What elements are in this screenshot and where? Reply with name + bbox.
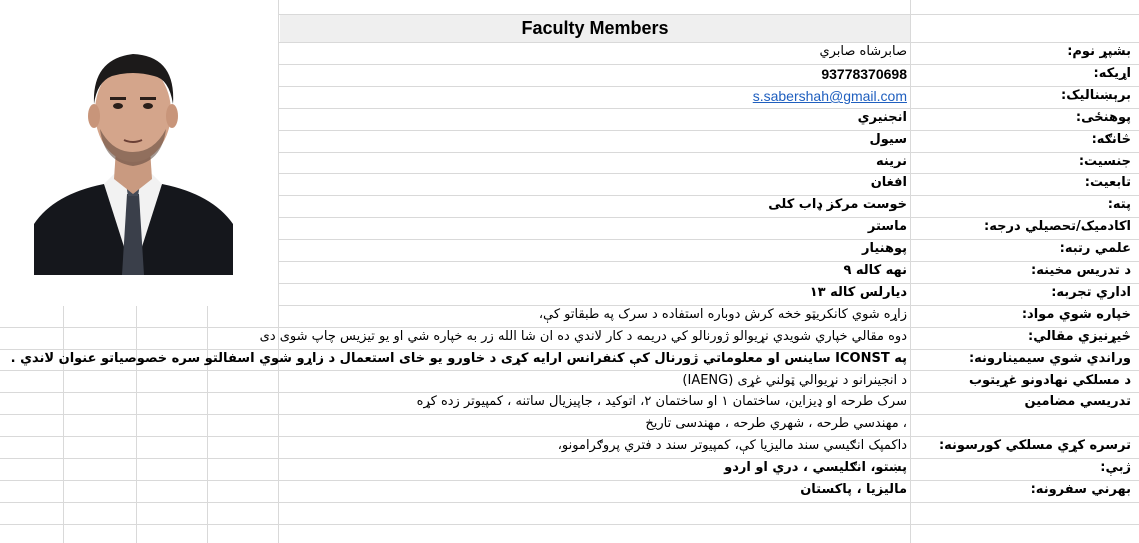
field-value: د انجینرانو د نړیوالي ټولني غړی (IAENG): [682, 373, 907, 388]
field-label: پوهنځی:: [1075, 110, 1131, 125]
field-value: مالیزیا ، پاکستان: [800, 482, 907, 497]
field-label: د تدریس مخینه:: [1031, 263, 1131, 278]
field-value: سیول: [869, 132, 907, 147]
field-label: پته:: [1107, 197, 1131, 212]
table-row: [0, 217, 1139, 238]
field-value: انجنیري: [857, 110, 907, 125]
field-value: داکمپک انګیسي سند مالیزیا کې، کمپیوتر سند د فتري پروګرامونو،: [557, 438, 907, 453]
page-title: Faculty Members: [280, 15, 910, 42]
field-label: بهرني سفرونه:: [1030, 482, 1131, 497]
field-value: ماستر: [867, 219, 907, 234]
field-label: خپاره شوي مواد:: [1021, 307, 1131, 322]
field-value: دیارلس کاله ۱۳: [809, 285, 907, 300]
field-value: خوست مرکز ډاب کلی: [768, 197, 907, 212]
table-row: [0, 152, 1139, 173]
table-row: [0, 239, 1139, 260]
table-row: [0, 371, 1139, 392]
table-row: [0, 392, 1139, 413]
field-value: 93778370698: [821, 66, 907, 82]
field-value: پښتو، انګلیسي ، دري او اردو: [724, 460, 907, 475]
table-row: [0, 261, 1139, 282]
field-value: افغان: [870, 175, 907, 190]
field-label: اړیکه:: [1093, 66, 1131, 81]
field-value: دوه مقالي خپاري شویدي نړیوالو ژورنالو کي دریمه د کار لاندي ده ان شا الله زر به خپاره شي او یو تیزیس چاپ شوی دی: [259, 329, 907, 344]
table-row: [0, 305, 1139, 326]
field-label: ژبې:: [1100, 460, 1131, 475]
table-row: [0, 283, 1139, 304]
field-value: په ICONST ساینس او معلوماتي ژورنال کې کنفرانس ارایه کړی د خاورو یو خای استعمال د زاړو شوي اسفالتو سره خصوصیاتو عنوان لاندي .: [10, 351, 907, 366]
table-row: [0, 64, 1139, 85]
field-label: ترسره کړي مسلکي کورسونه:: [938, 438, 1131, 453]
table-row: [0, 173, 1139, 194]
table-row: [0, 327, 1139, 348]
field-label: د مسلکي نهادونو غړیتوب: [968, 373, 1131, 388]
field-label: علمي رتبه:: [1059, 241, 1131, 256]
field-label: وراندي شوي سیمینارونه:: [968, 351, 1131, 366]
table-row: [0, 86, 1139, 107]
grid-line: [0, 524, 1139, 525]
table-row: [0, 480, 1139, 501]
table-row: [0, 195, 1139, 216]
table-row: [0, 130, 1139, 151]
field-label: بشپړ نوم:: [1067, 44, 1131, 59]
grid-line: [0, 502, 1139, 503]
table-row: [0, 42, 1139, 63]
field-value: ، مهندسي طرحه ، شهري طرحه ، مهندسی تاریخ: [645, 416, 907, 431]
field-value: زاړه شوي کانکریټو خخه کرش دوباره استفاده د سرک په طبقاتو کې،: [538, 307, 907, 322]
table-row: [0, 108, 1139, 129]
field-value: پوهنیار: [861, 241, 907, 256]
field-value: نرینه: [875, 154, 907, 169]
field-label: جنسیت:: [1078, 154, 1131, 169]
table-row: [0, 414, 1139, 435]
field-label: څانګه:: [1091, 132, 1131, 147]
field-label: تابعیت:: [1084, 175, 1131, 190]
table-row: [0, 436, 1139, 457]
field-value: سرک طرحه او ډیزاین، ساختمان ۱ او ساختمان ۲، اتوکید ، جاپیزیال ساتنه ، کمپیوتر زده کړه: [416, 394, 907, 409]
field-label: څیړنیزي مقالي:: [1028, 329, 1131, 344]
field-label: اکادمیک/تحصیلي درجه:: [984, 219, 1131, 234]
table-row: [0, 458, 1139, 479]
field-label: اداري تجربه:: [1051, 285, 1131, 300]
field-value: نهه کاله ۹: [843, 263, 907, 278]
field-label: تدریسي مضامین: [1024, 394, 1131, 409]
table-row: [0, 349, 1139, 370]
field-value: صابرشاه صابري: [819, 44, 907, 59]
field-label: برېښنالیک:: [1061, 88, 1131, 103]
email-link[interactable]: s.sabershah@gmail.com: [752, 88, 907, 104]
